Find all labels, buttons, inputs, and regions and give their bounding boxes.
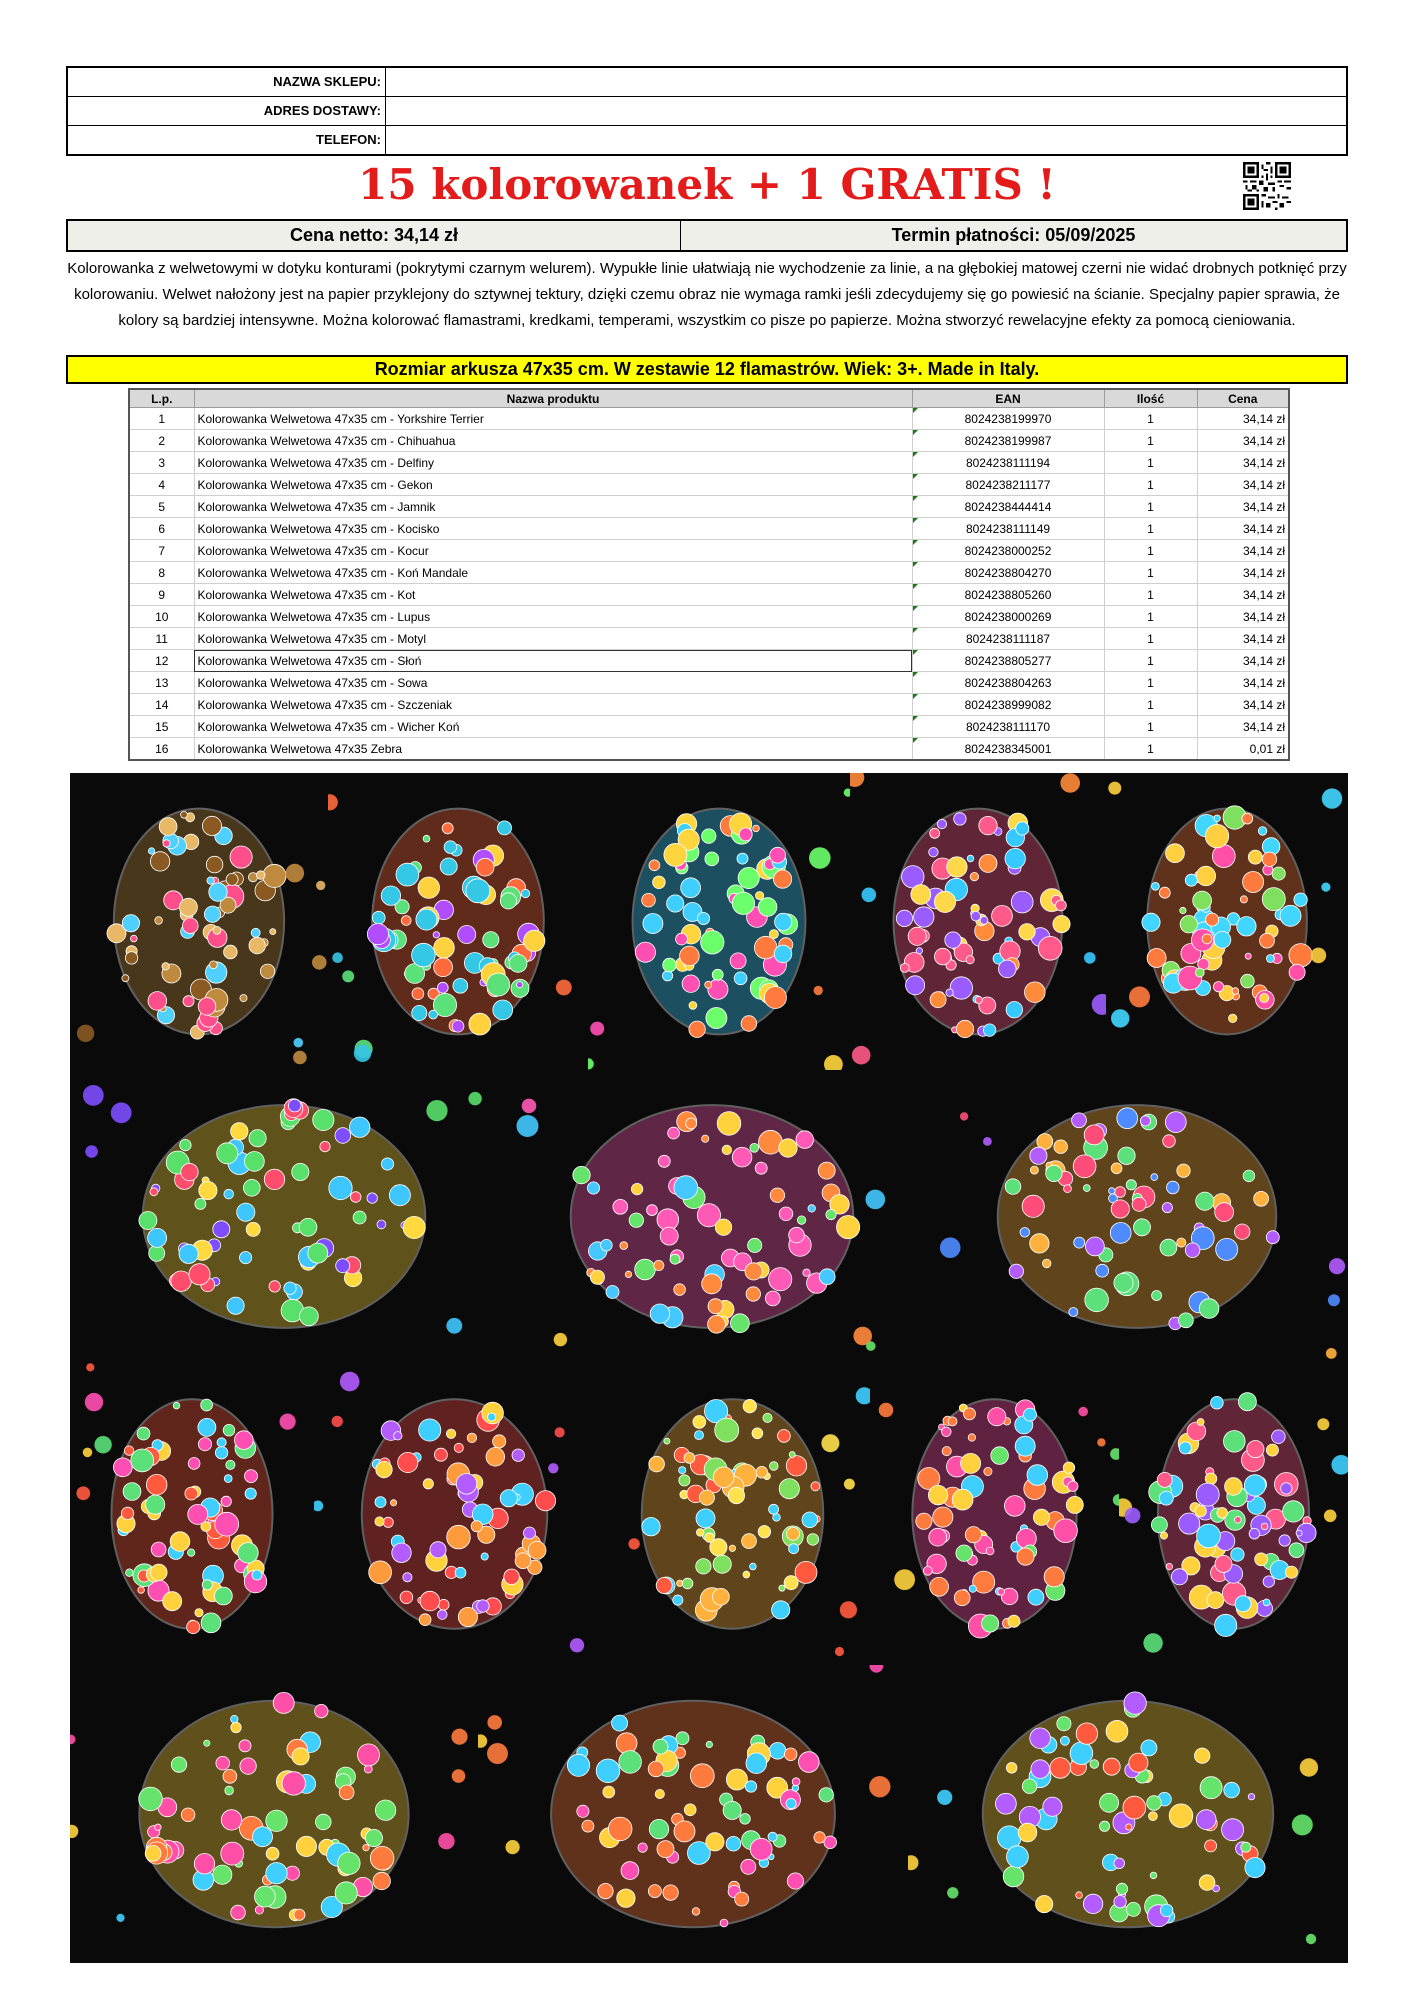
price: 34,14 zł: [1197, 518, 1289, 540]
quantity: 1: [1104, 672, 1197, 694]
header-product-name: Nazwa produktu: [194, 389, 912, 408]
size-banner: Rozmiar arkusza 47x35 cm. W zestawie 12 flamastrów. Wiek: 3+. Made in Italy.: [66, 355, 1348, 384]
row-number: 15: [129, 716, 194, 738]
table-row: [129, 650, 1289, 672]
header-quantity: Ilość: [1104, 389, 1197, 408]
price: 34,14 zł: [1197, 452, 1289, 474]
mandala-horse-image: [908, 1665, 1348, 1963]
product-name: Kolorowanka Welwetowa 47x35 cm - Yorkshire Terrier: [194, 408, 912, 430]
payment-due-date: Termin płatności: 05/09/2025: [891, 225, 1136, 245]
qr-code-icon: [1239, 162, 1295, 210]
ean-code: 8024238111170: [912, 716, 1104, 738]
product-name: Kolorowanka Welwetowa 47x35 cm - Wicher Koń: [194, 716, 912, 738]
quantity: 1: [1104, 650, 1197, 672]
ean-code: 8024238000269: [912, 606, 1104, 628]
product-name: Kolorowanka Welwetowa 47x35 cm - Delfiny: [194, 452, 912, 474]
store-name-label: NAZWA SKLEPU:: [68, 68, 386, 96]
header-price: Cena: [1197, 389, 1289, 408]
price: 34,14 zł: [1197, 672, 1289, 694]
row-number: 4: [129, 474, 194, 496]
ean-code: 8024238199970: [912, 408, 1104, 430]
product-table: [128, 388, 1290, 761]
store-info-form: [66, 66, 1348, 156]
price: 34,14 zł: [1197, 584, 1289, 606]
table-row: [129, 672, 1289, 694]
price: 34,14 zł: [1197, 628, 1289, 650]
store-name-field[interactable]: [386, 68, 1346, 96]
puppy-image: [1119, 1363, 1348, 1665]
price: 34,14 zł: [1197, 408, 1289, 430]
row-number: 16: [129, 738, 194, 761]
row-number: 9: [129, 584, 194, 606]
phone-field[interactable]: [386, 126, 1346, 154]
ean-code: 8024238111149: [912, 518, 1104, 540]
quantity: 1: [1104, 606, 1197, 628]
cat-image: [850, 773, 1106, 1070]
quantity: 1: [1104, 408, 1197, 430]
row-number: 13: [129, 672, 194, 694]
delivery-address-label: ADRES DOSTAWY:: [68, 97, 386, 125]
row-number: 11: [129, 628, 194, 650]
product-name: Kolorowanka Welwetowa 47x35 cm - Kot: [194, 584, 912, 606]
quantity: 1: [1104, 694, 1197, 716]
ean-code: 8024238345001: [912, 738, 1104, 761]
horse-head-image: [314, 1363, 595, 1665]
quantity: 1: [1104, 562, 1197, 584]
product-name: Kolorowanka Welwetowa 47x35 cm - Szczeniak: [194, 694, 912, 716]
quantity: 1: [1104, 584, 1197, 606]
ean-code: 8024238999082: [912, 694, 1104, 716]
elephant-image: [478, 1665, 908, 1963]
store-name-row: [68, 68, 1346, 97]
product-name: Kolorowanka Welwetowa 47x35 cm - Gekon: [194, 474, 912, 496]
product-name: Kolorowanka Welwetowa 47x35 cm - Motyl: [194, 628, 912, 650]
product-description: Kolorowanka z welwetowymi w dotyku konturami (pokrytymi czarnym welurem). Wypukłe linie ułatwiają nie wychodzenie za linie, a na głębokiej matowej czerni nie widać drobnych potknięć przy kolorowaniu. Welwet nałożony jest na papier przyklejony do sztywnej tektury, dzięki czemu obraz nie wymaga ramki jeśli zdecydujemy się go powiesić na ścianie. Specjalny papier sprawia, że kolory są bardziej intensywne. Można kolorować flamastrami, kredkami, temperami, wszystkim co pisze po papierze. Można stworzyć rewelacyjne efekty za pomocą cieniowania.: [67, 260, 1347, 329]
dachshund-image: [498, 1070, 926, 1363]
phone-label: TELEFON:: [68, 126, 386, 154]
quantity: 1: [1104, 716, 1197, 738]
cat-face-image: [70, 1363, 314, 1665]
product-name: Kolorowanka Welwetowa 47x35 Zebra: [194, 738, 912, 761]
yorkshire-terrier-image: [70, 773, 328, 1070]
ean-code: 8024238111194: [912, 452, 1104, 474]
price: 34,14 zł: [1197, 606, 1289, 628]
row-number: 8: [129, 562, 194, 584]
table-row: [129, 496, 1289, 518]
product-name: Kolorowanka Welwetowa 47x35 cm - Jamnik: [194, 496, 912, 518]
row-number: 1: [129, 408, 194, 430]
table-row: [129, 606, 1289, 628]
price: 34,14 zł: [1197, 496, 1289, 518]
row-number: 10: [129, 606, 194, 628]
table-row: [129, 738, 1289, 761]
price: 0,01 zł: [1197, 738, 1289, 761]
product-name: Kolorowanka Welwetowa 47x35 cm - Słoń: [194, 650, 912, 672]
price: 34,14 zł: [1197, 474, 1289, 496]
table-row: [129, 518, 1289, 540]
table-row: [129, 540, 1289, 562]
quantity: 1: [1104, 628, 1197, 650]
ean-code: 8024238111187: [912, 628, 1104, 650]
product-name: Kolorowanka Welwetowa 47x35 cm - Chihuahua: [194, 430, 912, 452]
table-row: [129, 408, 1289, 430]
header-ean: EAN: [912, 389, 1104, 408]
quantity: 1: [1104, 496, 1197, 518]
product-name: Kolorowanka Welwetowa 47x35 cm - Sowa: [194, 672, 912, 694]
price: 34,14 zł: [1197, 562, 1289, 584]
ean-code: 8024238805277: [912, 650, 1104, 672]
delivery-address-field[interactable]: [386, 97, 1346, 125]
product-name: Kolorowanka Welwetowa 47x35 cm - Koń Mandale: [194, 562, 912, 584]
quantity: 1: [1104, 452, 1197, 474]
header-lp: L.p.: [129, 389, 194, 408]
price-bar: [66, 219, 1348, 252]
price: 34,14 zł: [1197, 716, 1289, 738]
table-row: [129, 694, 1289, 716]
price: 34,14 zł: [1197, 540, 1289, 562]
gecko-image: [588, 773, 850, 1070]
ean-code: 8024238199987: [912, 430, 1104, 452]
ean-code: 8024238444414: [912, 496, 1104, 518]
product-name: Kolorowanka Welwetowa 47x35 cm - Kocisko: [194, 518, 912, 540]
ean-code: 8024238804263: [912, 672, 1104, 694]
quantity: 1: [1104, 474, 1197, 496]
coloring-pages-gallery: [70, 773, 1348, 1963]
phone-row: [68, 126, 1346, 154]
table-row: [129, 452, 1289, 474]
wolf-image: [595, 1363, 870, 1665]
row-number: 12: [129, 650, 194, 672]
row-number: 5: [129, 496, 194, 518]
row-number: 7: [129, 540, 194, 562]
table-row: [129, 474, 1289, 496]
ean-code: 8024238000252: [912, 540, 1104, 562]
butterfly-image: [70, 1665, 478, 1963]
price: 34,14 zł: [1197, 694, 1289, 716]
quantity: 1: [1104, 518, 1197, 540]
ean-code: 8024238804270: [912, 562, 1104, 584]
zebra-image: [1106, 773, 1348, 1070]
product-name: Kolorowanka Welwetowa 47x35 cm - Lupus: [194, 606, 912, 628]
quantity: 1: [1104, 430, 1197, 452]
row-number: 6: [129, 518, 194, 540]
table-row: [129, 716, 1289, 738]
ean-code: 8024238805260: [912, 584, 1104, 606]
table-row: [129, 584, 1289, 606]
row-number: 14: [129, 694, 194, 716]
table-row: [129, 430, 1289, 452]
owl-image: [870, 1363, 1119, 1665]
row-number: 2: [129, 430, 194, 452]
table-row: [129, 628, 1289, 650]
product-name: Kolorowanka Welwetowa 47x35 cm - Kocur: [194, 540, 912, 562]
ean-code: 8024238211177: [912, 474, 1104, 496]
table-row: [129, 562, 1289, 584]
price: 34,14 zł: [1197, 650, 1289, 672]
quantity: 1: [1104, 540, 1197, 562]
chihuahua-image: [70, 1070, 498, 1363]
quantity: 1: [1104, 738, 1197, 761]
table-header-row: [129, 389, 1289, 408]
row-number: 3: [129, 452, 194, 474]
delivery-address-row: [68, 97, 1346, 126]
curled-cat-image: [926, 1070, 1348, 1363]
dolphins-image: [328, 773, 588, 1070]
price: 34,14 zł: [1197, 430, 1289, 452]
net-price: Cena netto: 34,14 zł: [68, 221, 681, 250]
page-title: 15 kolorowanek + 1 GRATIS !: [358, 160, 1056, 209]
